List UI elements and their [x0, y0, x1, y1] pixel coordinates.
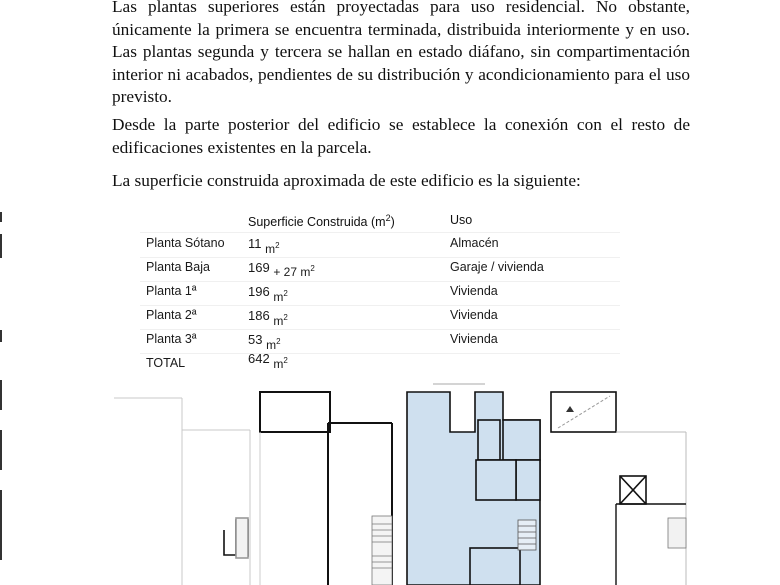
- table-total-row: TOTAL 642 $m^2$: [146, 351, 288, 371]
- plan-baja-stair: [372, 516, 392, 585]
- plan-sotano: [114, 398, 250, 585]
- paragraph-plantas-superiores: Las plantas superiores están proyectadas para uso residencial. No obstante, únicamente la primera se encuentra terminada, distribuida interiormente y en uso. Las plantas segunda y tercera se hallan en estado diáfano, sin compartimentación interior ni acabados, pendientes de su distribución y acondicionamiento para el uso previsto.: [112, 0, 690, 106]
- plan-sotano-stair: [224, 518, 248, 558]
- table-row: Planta Sótano 11 $m^2$ Almacén: [146, 236, 499, 256]
- table-row: Planta 3ª 53 $m^2$ Vivienda: [146, 332, 498, 352]
- table-header-uso: Uso: [450, 213, 473, 227]
- table-header-area: Superficie Construida $(m^2)$: [248, 213, 395, 230]
- plan-segunda: [551, 392, 686, 585]
- paragraph-superficie-intro: La superficie construida aproximada de este edificio es la siguiente:: [112, 171, 581, 190]
- table-row: Planta 2ª 186 $m^2$ Vivienda: [146, 308, 498, 328]
- table-row: Planta 1ª 196 $m^2$ Vivienda: [146, 284, 498, 304]
- floor-plans-drawing: [0, 380, 780, 585]
- paragraph-conexion: Desde la parte posterior del edificio se establece la conexión con el resto de edificaciones existentes en la parcela.: [112, 115, 690, 157]
- margin-mark: [0, 212, 2, 222]
- plan-primera-stair: [518, 520, 536, 550]
- table-row: Planta Baja 169 + 27 $m^2$ Garaje / vivienda: [146, 260, 544, 279]
- plan-primera: [407, 384, 540, 585]
